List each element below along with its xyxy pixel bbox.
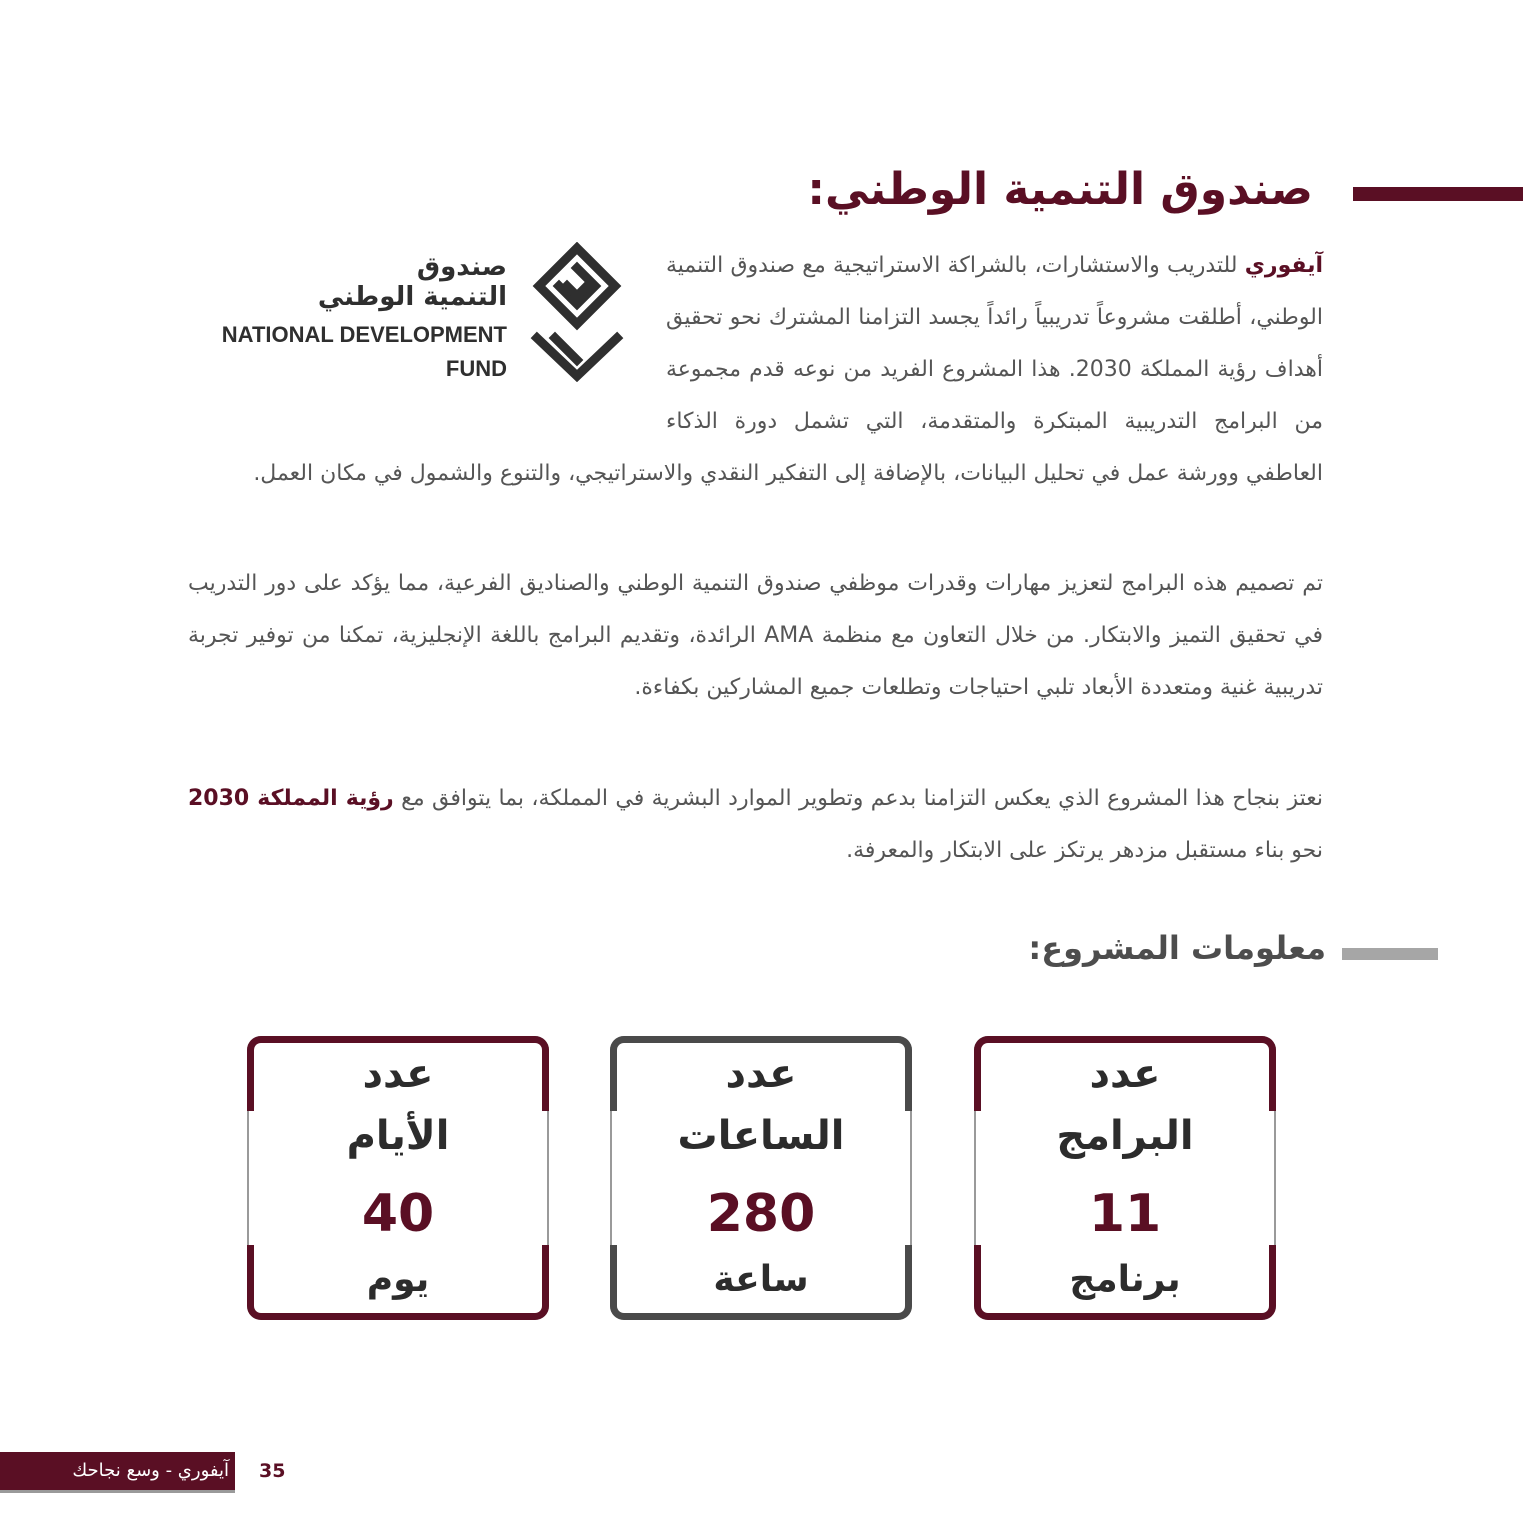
logo-english-line2: FUND [445,356,507,381]
stat-label-line2: البرامج [1056,1113,1194,1159]
intro-text: للتدريب والاستشارات، بالشراكة الاستراتيجية مع صندوق التنمية الوطني، أطلقت مشروعاً تدريبياً رائداً يجسد التزامنا المشترك نحو تحقيق أهداف رؤية المملكة 2030. هذا المشروع الفريد من نوعه قدم مجموعة من البرامج التدريبية المبتكرة والمتقدمة، التي تشمل دورة الذكاء العاطفي وورشة عمل في تحليل البيانات، بالإضافة إلى التفكير النقدي والاستراتيجي، والتنوع والشمول في مكان العمل. [253,253,1323,486]
intro-paragraph [188,240,1323,500]
logo-arabic-line2: التنمية الوطني [317,282,507,312]
stat-label-line1: عدد [725,1051,797,1097]
page-title: صندوق التنمية الوطني: [807,164,1313,215]
stat-card-hours [610,1036,912,1320]
project-info-heading: معلومات المشروع: [1028,929,1326,967]
stat-label-line2: الساعات [677,1113,845,1159]
logo-arabic-line1: صندوق [416,252,507,282]
stat-card-programs [974,1036,1276,1320]
logo-space [188,240,666,440]
programs-paragraph: تم تصميم هذه البرامج لتعزيز مهارات وقدرات موظفي صندوق التنمية الوطني والصناديق الفرعية، مما يؤكد على دور التدريب في تحقيق التميز والابتكار. من خلال التعاون مع منظمة AMA الرائدة، وتقديم البرامج باللغة الإنجليزية، تمكنا من توفير تجربة تدريبية غنية ومتعددة الأبعاد تلبي احتياجات وتطلعات جميع المشاركين بكفاءة. [188,571,1323,700]
footer-tagline: آيفوري - وسع نجاحك [72,1460,229,1481]
stat-unit: ساعة [713,1259,809,1300]
vision-2030-highlight: رؤية المملكة 2030 [188,786,394,811]
stat-card-days [247,1036,549,1320]
stat-unit: برنامج [1069,1259,1181,1300]
footer-band [0,1452,235,1493]
stat-label-line1: عدد [362,1051,434,1097]
closing-text-start: نعتز بنجاح هذا المشروع الذي يعكس التزامنا بدعم وتطوير الموارد البشرية في المملكة، بما يتوافق مع [393,786,1324,811]
logo-english-line1: NATIONAL DEVELOPMENT [221,322,507,347]
page-number: 35 [259,1460,286,1482]
stat-unit: يوم [366,1259,430,1300]
stat-label-line1: عدد [1089,1051,1161,1097]
stat-value: 280 [706,1184,816,1244]
stat-value: 11 [1088,1184,1162,1244]
stat-value: 40 [361,1184,435,1244]
brand-name: آيفوري [1244,253,1323,278]
stat-label-line2: الأيام [346,1113,450,1159]
closing-paragraph [188,773,1323,877]
section-accent-bar [1342,948,1438,960]
closing-text-end: نحو بناء مستقبل مزدهر يرتكز على الابتكار والمعرفة. [846,838,1323,863]
title-accent-bar [1353,187,1523,201]
